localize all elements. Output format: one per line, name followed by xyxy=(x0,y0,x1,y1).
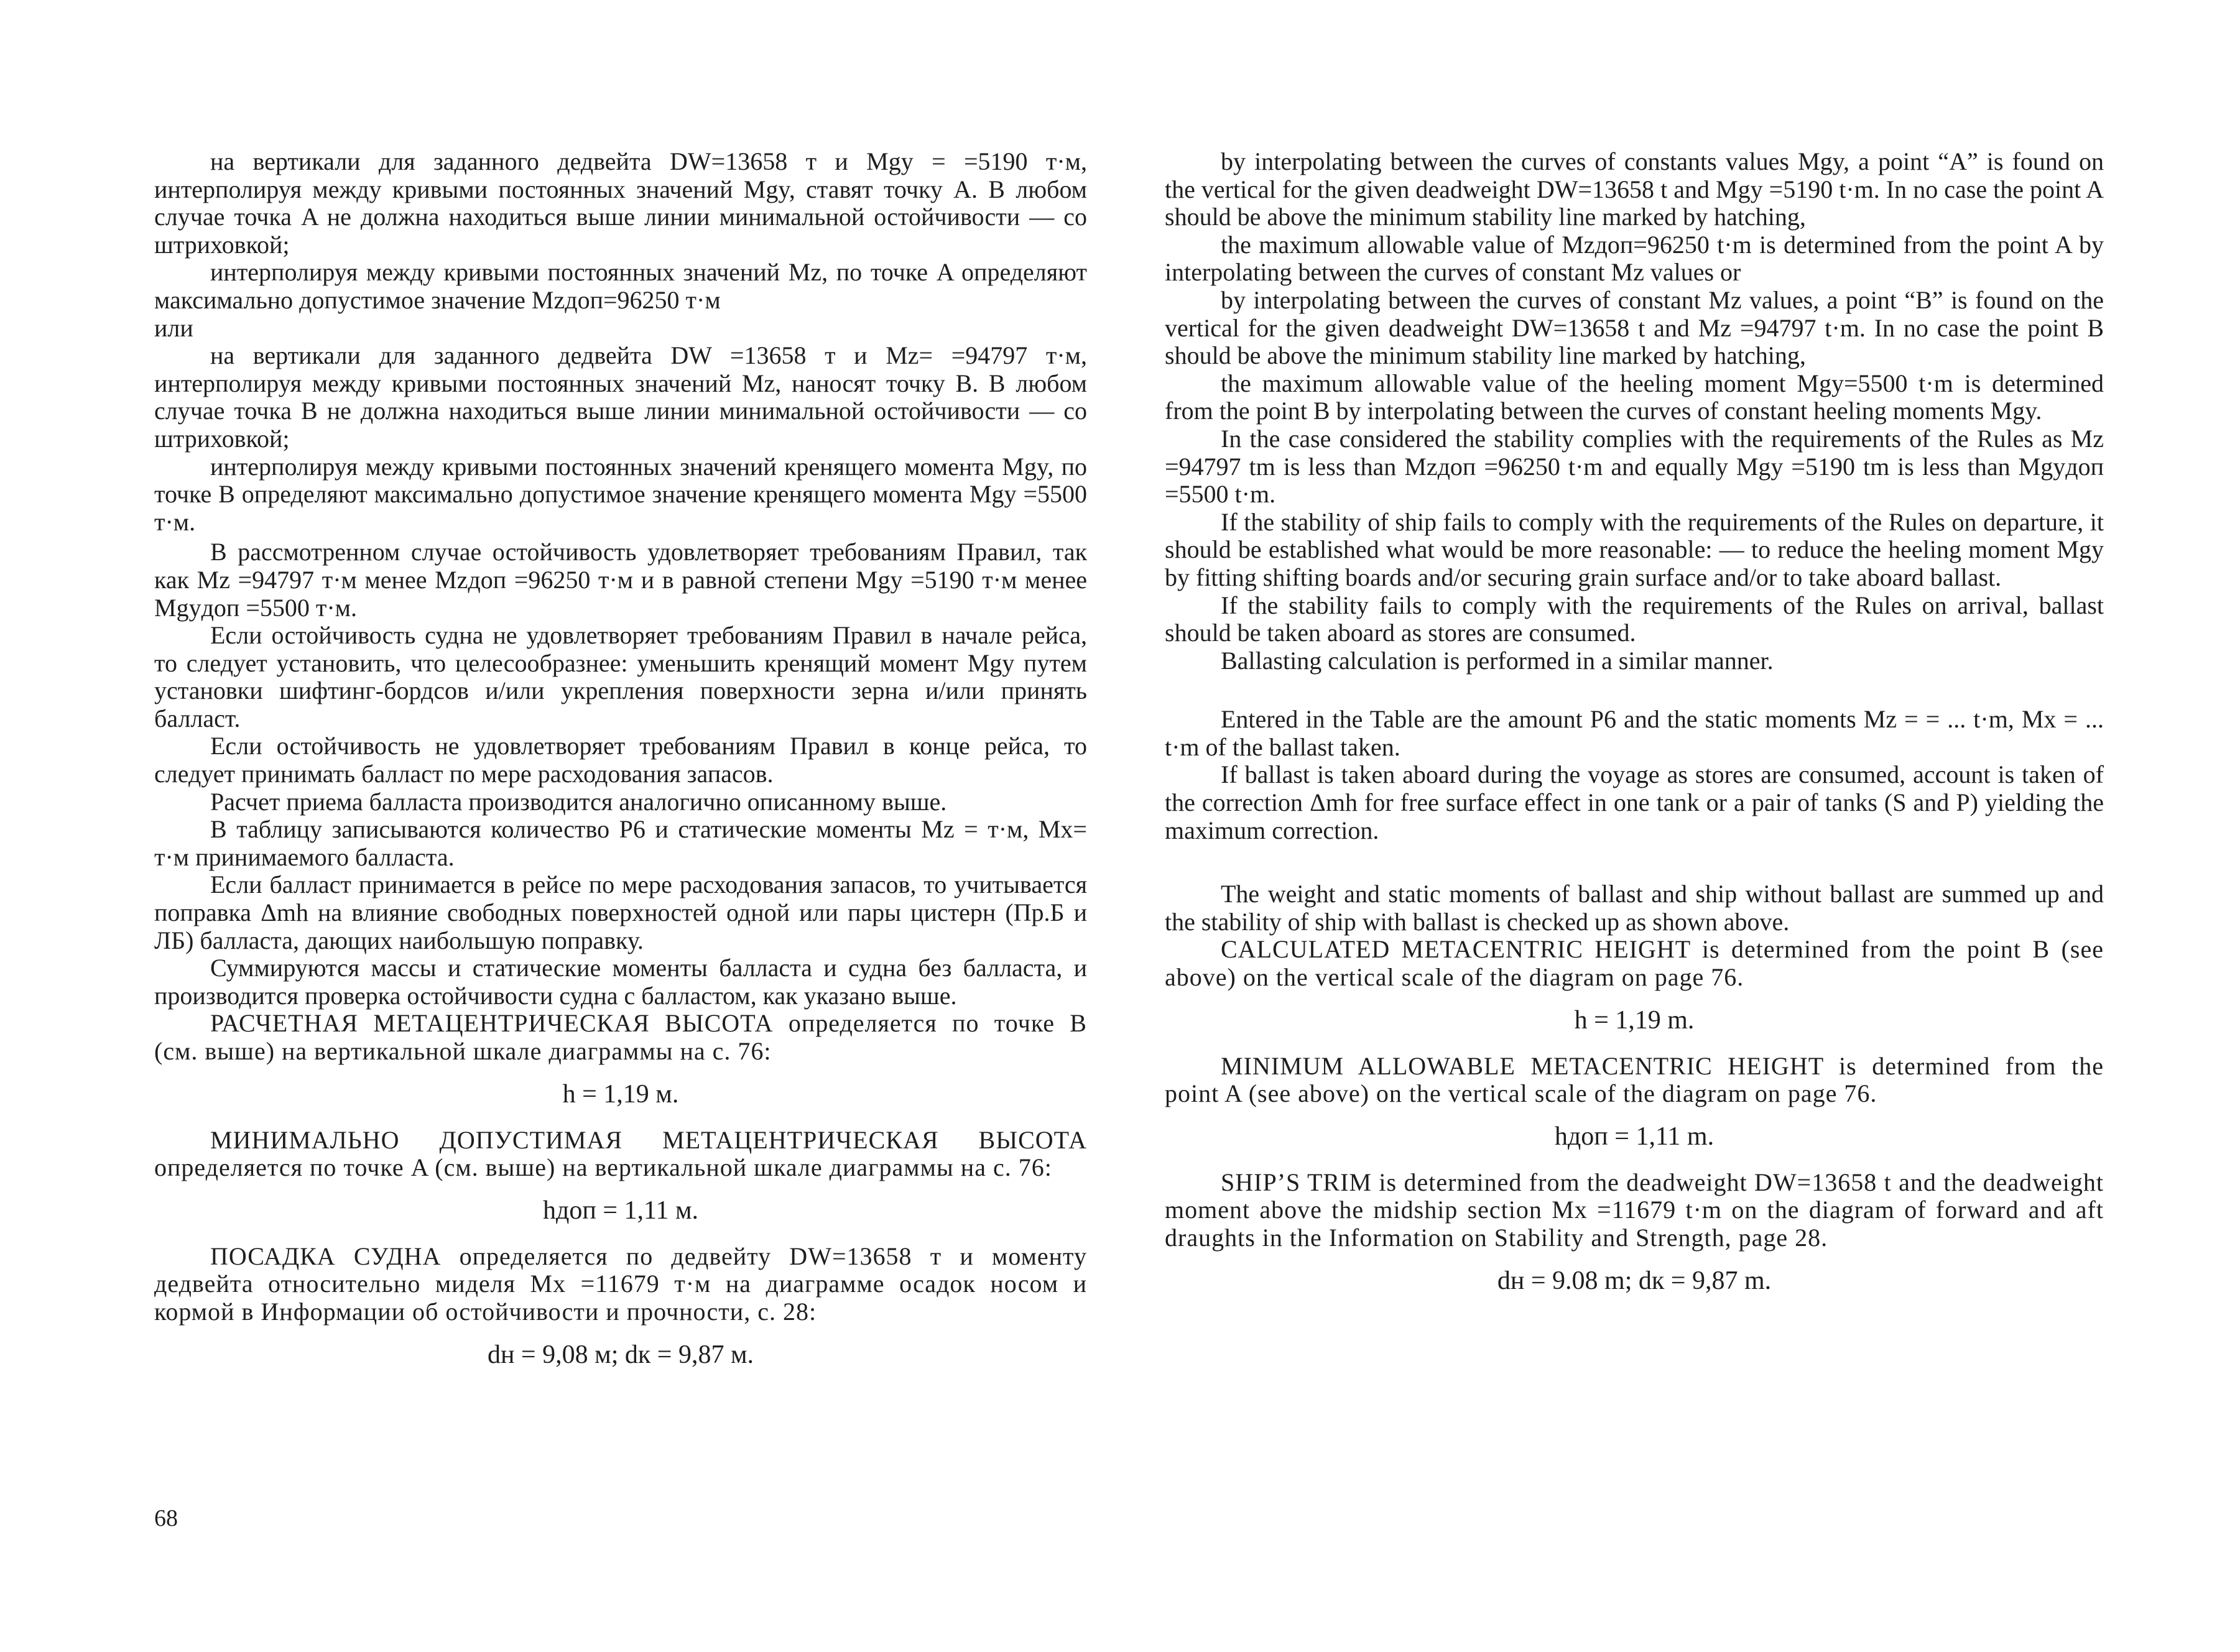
formula: dн = 9,08 м; dк = 9,87 м. xyxy=(487,1340,754,1369)
paragraph: the maximum allowable value of Mzдоп=96250 t·m is determined from the point A by interpolating between the curves of constant Mz values or xyxy=(1165,230,2104,287)
paragraph: или xyxy=(154,313,193,342)
paragraph: Если остойчивость не удовлетворяет требованиям Правил в конце рейса, то следует принимать балласт по мере расходования запасов. xyxy=(154,732,1087,788)
formula: hдоп = 1,11 m. xyxy=(1554,1122,1715,1151)
paragraph: Расчет приема балласта производится аналогично описанному выше. xyxy=(210,787,947,816)
paragraph: If the stability of ship fails to comply with the requirements of the Rules on departure, it should be established what would be more reasonable: — to reduce the heeling moment Mgy by fitting shifting boards and/or securing grain surface and/or to take aboard ballast. xyxy=(1165,507,2104,591)
paragraph: If ballast is taken aboard during the voyage as stores are consumed, account is taken of the correction Δmh for free surface effect in one tank or a pair of tanks (S and P) yielding the maximum correction. xyxy=(1165,760,2104,844)
paragraph: интерполируя между кривыми постоянных значений кренящего момента Mgy, по точке B определяют максимально допустимое значение кренящего момента Mgy =5500 т·м. xyxy=(154,452,1087,536)
paragraph: the maximum allowable value of the heeling moment Mgy=5500 t·m is determined from the point B by interpolating between the curves of constant heeling moments Mgy. xyxy=(1165,369,2104,425)
section-heading-paragraph: МИНИМАЛЬНО ДОПУСТИМАЯ МЕТАЦЕНТРИЧЕСКАЯ ВЫСОТА определяется по точке A (см. выше) на вертикальной шкале диаграммы на с. 76: xyxy=(154,1125,1087,1182)
paragraph: на вертикали для заданного дедвейта DW =13658 т и Mz= =94797 т·м, интерполируя между кривыми постоянных значений Mz, наносят точку B. В любом случае точка B не должна находиться выше линии минимальной остойчивости — со штриховкой; xyxy=(154,341,1087,453)
english-column xyxy=(1165,148,2104,1313)
russian-column xyxy=(154,148,1087,1387)
paragraph: by interpolating between the curves of constants values Mgy, a point “A” is found on the vertical for the given deadweight DW=13658 t and Mgy =5190 t·m. In no case the point A should be above the minimum stability line marked by hatching, xyxy=(1165,147,2104,231)
paragraph: The weight and static moments of ballast and ship without ballast are summed up and the stability of ship with ballast is checked up as shown above. xyxy=(1165,880,2104,936)
section-heading-paragraph: SHIP’S TRIM is determined from the deadweight DW=13658 t and the deadweight moment above the midship section Mx =11679 t·m on the diagram of forward and aft draughts in the Information on Stability and Strength, page 28. xyxy=(1165,1168,2104,1252)
page-number: 68 xyxy=(154,1505,178,1531)
paragraph: интерполируя между кривыми постоянных значений Mz, по точке A определяют максимально допустимое значение Mzдоп=96250 т·м xyxy=(154,258,1087,314)
paragraph: В рассмотренном случае остойчивость удовлетворяет требованиям Правил, так как Mz =94797 т·м менее Mzдоп =96250 т·м и в равной степени Mgy =5190 т·м менее Mgyдоп =5500 т·м. xyxy=(154,538,1087,622)
paragraph: Entered in the Table are the amount P6 and the static moments Mz = = ... t·m, Mx = ... t·m of the ballast taken. xyxy=(1165,705,2104,761)
paragraph: на вертикали для заданного дедвейта DW=13658 т и Mgy = =5190 т·м, интерполируя между кривыми постоянных значений Mgy, ставят точку A. В любом случае точка A не должна находиться выше линии минимальной остойчивости — со штриховкой; xyxy=(154,147,1087,259)
paragraph: Ballasting calculation is performed in a similar manner. xyxy=(1221,646,1774,675)
section-heading-paragraph: ПОСАДКА СУДНА определяется по дедвейту DW=13658 т и моменту дедвейта относительно миделя Mx =11679 т·м на диаграмме осадок носом и кормой в Информации об остойчивости и прочности, с. 28: xyxy=(154,1242,1087,1326)
paragraph: If the stability fails to comply with the requirements of the Rules on arrival, ballast should be taken aboard as stores are consumed. xyxy=(1165,591,2104,647)
paragraph: Если балласт принимается в рейсе по мере расходования запасов, то учитывается поправка Δmh на влияние свободных поверхностей одной или пары цистерн (Пр.Б и ЛБ) балласта, дающих наибольшую поправку. xyxy=(154,870,1087,954)
section-heading-paragraph: MINIMUM ALLOWABLE METACENTRIC HEIGHT is determined from the point A (see above) on the vertical scale of the diagram on page 76. xyxy=(1165,1051,2104,1108)
paragraph: В таблицу записываются количество P6 и статические моменты Mz = т·м, Mx= т·м принимаемого балласта. xyxy=(154,815,1087,871)
paragraph: by interpolating between the curves of constant Mz values, a point “B” is found on the vertical for the given deadweight DW=13658 t and Mz =94797 t·m. In no case the point B should be above the minimum stability line marked by hatching, xyxy=(1165,285,2104,370)
paragraph: Если остойчивость судна не удовлетворяет требованиям Правил в начале рейса, то следует установить, что целесообразнее: уменьшить кренящий момент Mgy путем установки шифтинг-бордсов и/или укрепления поверхности зерна и/или принять балласт. xyxy=(154,621,1087,732)
formula: h = 1,19 m. xyxy=(1574,1005,1695,1035)
formula: h = 1,19 м. xyxy=(562,1079,679,1109)
formula: dн = 9.08 m; dк = 9,87 m. xyxy=(1497,1266,1772,1295)
section-heading-paragraph: CALCULATED METACENTRIC HEIGHT is determined from the point B (see above) on the vertical scale of the diagram on page 76. xyxy=(1165,935,2104,992)
formula: hдоп = 1,11 м. xyxy=(542,1196,699,1225)
section-heading-paragraph: РАСЧЕТНАЯ МЕТАЦЕНТРИЧЕСКАЯ ВЫСОТА определяется по точке B (см. выше) на вертикальной шкале диаграммы на с. 76: xyxy=(154,1009,1087,1065)
paragraph: In the case considered the stability complies with the requirements of the Rules as Mz =94797 tm is less than Mzдоп =96250 t·m and equally Mgy =5190 tm is less than Mgyдоп =5500 t·m. xyxy=(1165,424,2104,509)
paragraph: Суммируются массы и статические моменты балласта и судна без балласта, и производится проверка остойчивости судна с балластом, как указано выше. xyxy=(154,954,1087,1010)
